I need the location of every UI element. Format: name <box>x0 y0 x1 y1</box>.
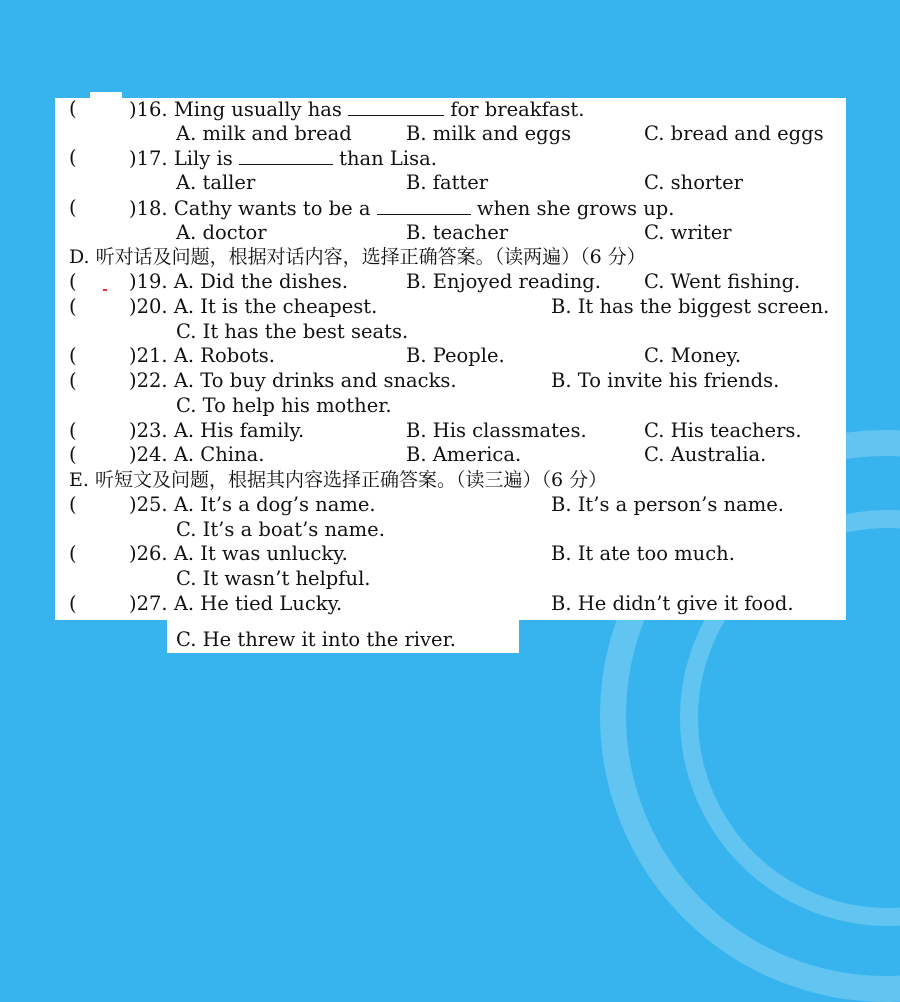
option-a: A. taller <box>176 171 256 194</box>
option-a: )27. A. He tied Lucky. <box>129 592 343 615</box>
option-c: C. His teachers. <box>644 419 802 442</box>
option-a: )19. A. Did the dishes. <box>129 270 349 293</box>
question-stem: )17. Lily is than Lisa. <box>129 147 437 170</box>
option-c: C. bread and eggs <box>644 122 824 145</box>
option-b: B. Enjoyed reading. <box>406 270 601 293</box>
option-b: B. His classmates. <box>406 419 587 442</box>
option-b: B. It ate too much. <box>551 542 735 565</box>
answer-paren: ( <box>69 344 77 367</box>
option-b: B. It’s a person’s name. <box>551 493 784 516</box>
option-c: C. Australia. <box>644 443 767 466</box>
option-c: C. It’s a boat’s name. <box>176 518 385 541</box>
sheet-notch <box>90 92 122 102</box>
option-b: B. America. <box>406 443 522 466</box>
option-a: )24. A. China. <box>129 443 265 466</box>
option-c: C. He threw it into the river. <box>176 628 456 651</box>
option-c: C. It has the best seats. <box>176 320 409 343</box>
option-b: B. It has the biggest screen. <box>551 295 830 318</box>
option-b: B. fatter <box>406 171 489 194</box>
answer-paren: ( <box>69 443 77 466</box>
question-stem: )18. Cathy wants to be a when she grows up. <box>129 197 675 220</box>
red-mark <box>103 289 107 291</box>
answer-paren: ( <box>69 146 77 169</box>
option-c: C. It wasn’t helpful. <box>176 567 371 590</box>
option-c: C. To help his mother. <box>176 394 392 417</box>
option-c: C. shorter <box>644 171 743 194</box>
option-b: B. To invite his friends. <box>551 369 780 392</box>
answer-blank <box>239 146 333 165</box>
option-c: C. writer <box>644 221 732 244</box>
section-e-heading: E. 听短文及问题，根据其内容选择正确答案。（读三遍）（6 分） <box>69 469 608 491</box>
option-a: )25. A. It’s a dog’s name. <box>129 493 376 516</box>
section-d-heading: D. 听对话及问题，根据对话内容，选择正确答案。（读两遍）（6 分） <box>69 246 646 268</box>
option-a: )20. A. It is the cheapest. <box>129 295 378 318</box>
answer-paren: ( <box>69 542 77 565</box>
answer-blank <box>377 196 471 215</box>
answer-paren: ( <box>69 270 77 293</box>
option-c: C. Went fishing. <box>644 270 801 293</box>
answer-blank <box>348 97 444 116</box>
option-a: )23. A. His family. <box>129 419 305 442</box>
option-a: )22. A. To buy drinks and snacks. <box>129 369 457 392</box>
option-a: )21. A. Robots. <box>129 344 275 367</box>
option-b: B. He didn’t give it food. <box>551 592 794 615</box>
answer-paren: ( <box>69 295 77 318</box>
option-c: C. Money. <box>644 344 742 367</box>
option-b: B. teacher <box>406 221 509 244</box>
option-a: )26. A. It was unlucky. <box>129 542 348 565</box>
option-b: B. milk and eggs <box>406 122 572 145</box>
answer-paren: ( <box>69 592 77 615</box>
answer-paren: ( <box>69 196 77 219</box>
option-a: A. milk and bread <box>176 122 352 145</box>
answer-paren: ( <box>69 493 77 516</box>
answer-paren: ( <box>69 419 77 442</box>
question-stem: )16. Ming usually has for breakfast. <box>129 98 585 121</box>
answer-paren: ( <box>69 97 77 120</box>
answer-paren: ( <box>69 369 77 392</box>
option-a: A. doctor <box>176 221 267 244</box>
option-b: B. People. <box>406 344 505 367</box>
